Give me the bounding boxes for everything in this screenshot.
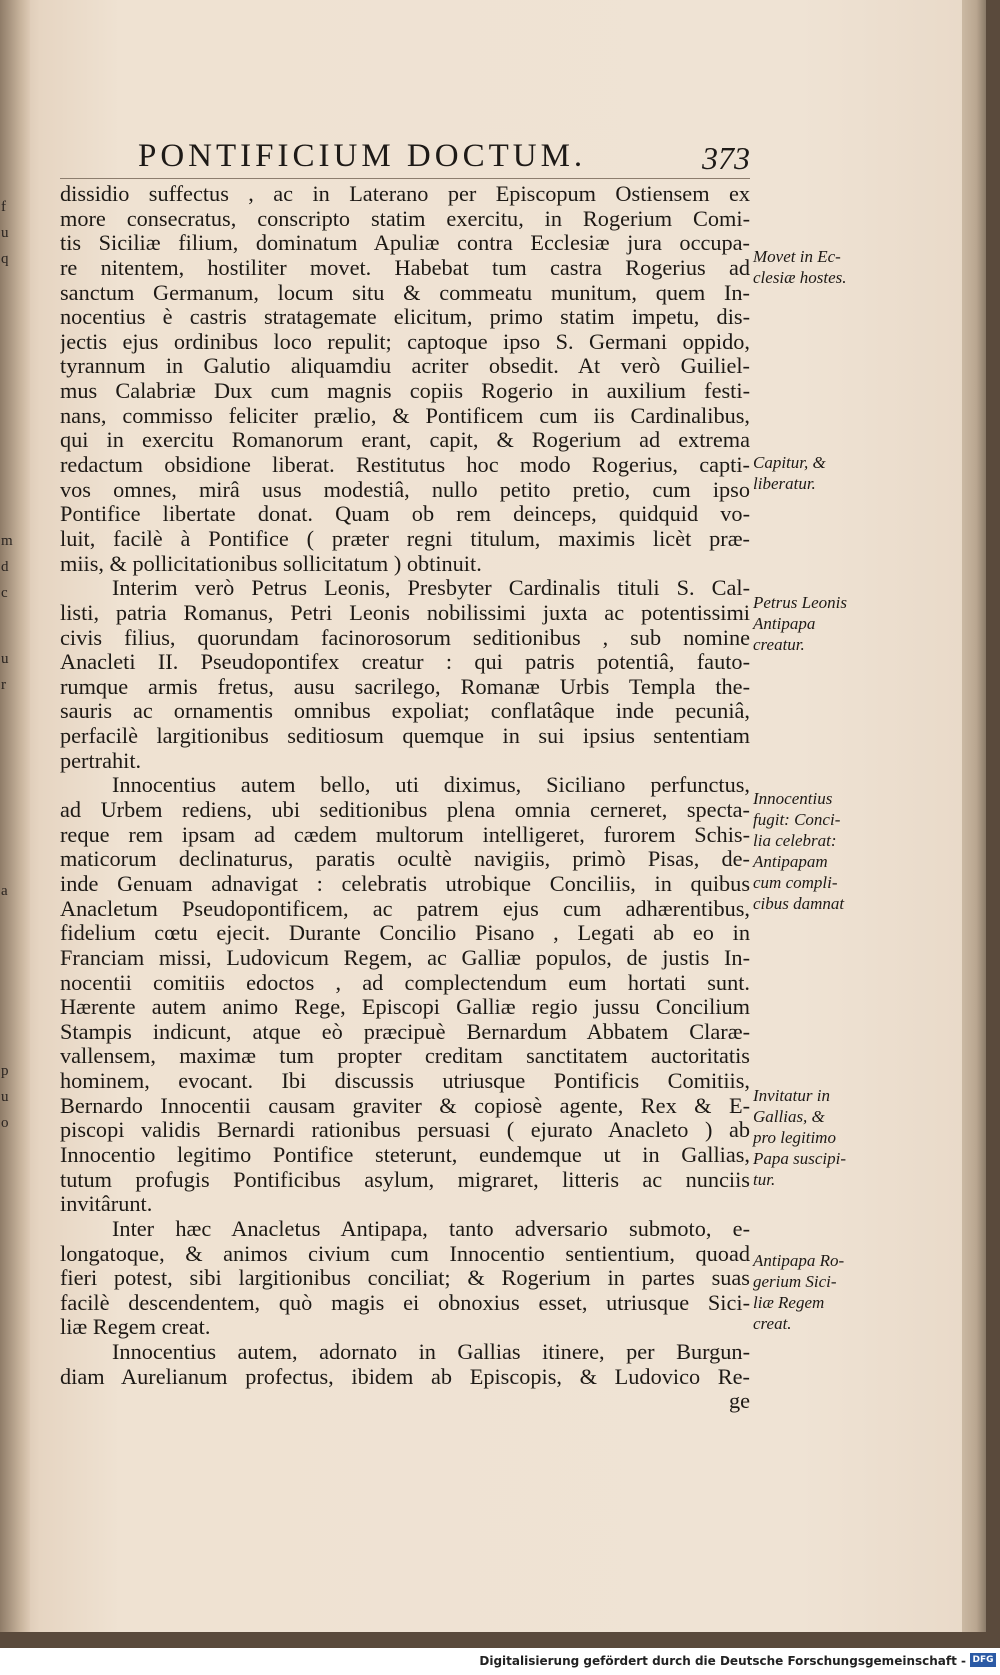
text-line: diam Aurelianum profectus, ibidem ab Episcopis, & Ludovico Re- <box>60 1364 750 1389</box>
text-line: tis Siciliæ filium, dominatum Apuliæ contra Ecclesiæ jura occupa- <box>60 231 750 256</box>
text-line: jectis ejus ordinibus loco repulit; captoque ipso S. Germani oppido, <box>60 329 750 354</box>
binding-gutter <box>0 0 30 1632</box>
text-line: dissidio suffectus , ac in Laterano per Episcopum Ostiensem ex <box>60 182 750 206</box>
gutter-fragment: c <box>1 585 8 601</box>
dfg-logo: DFG <box>970 1653 996 1667</box>
text-line: mus Calabriæ Dux cum magnis copiis Rogerio in auxilium festi- <box>60 379 750 404</box>
text-line: nans, commisso feliciter prælio, & Pontificem cum iis Cardinalibus, <box>60 403 750 428</box>
marginal-note-line: clesiæ hostes. <box>753 268 847 287</box>
text-line: fidelium cœtu ejecit. Durante Concilio Pisano , Legati ab eo in <box>60 921 750 946</box>
page-edge-stack <box>962 0 986 1632</box>
text-line: vos omnes, mirâ usus modestiâ, nullo petito pretio, cum ipso <box>60 477 750 502</box>
marginal-note-line: Papa suscipi- <box>753 1149 847 1168</box>
gutter-fragment: p <box>1 1063 9 1079</box>
text-line: maticorum declinaturus, paratis ocultè navigiis, primò Pisas, de- <box>60 847 750 872</box>
text-line: tyrannum in Galutio aliquamdiu acriter obsedit. At verò Guiliel- <box>60 354 750 379</box>
text-line: luit, facilè à Pontifice ( præter regni titulum, maximis licèt præ- <box>60 526 750 551</box>
gutter-fragment: q <box>1 251 9 267</box>
text-line: sauris ac ornamentis omnibus expoliat; conflatâque inde pecuniâ, <box>60 699 750 724</box>
text-line: Stampis indicunt, atque eò præcipuè Bernardum Abbatem Claræ- <box>60 1019 750 1044</box>
text-line: nocentius è castris stratagemate elicitum, primo statim impetu, dis- <box>60 305 750 330</box>
marginal-note-line: pro legitimo <box>753 1128 836 1147</box>
marginal-note <box>753 592 853 655</box>
text-line: listi, patria Romanus, Petri Leonis nobilissimi juxta ac potentissimi <box>60 600 750 625</box>
text-line: fieri potest, sibi largitionibus conciliat; & Rogerium in partes suas <box>60 1266 750 1291</box>
text-line: nocentii comitiis edoctos , ad complectendum eum hortati sunt. <box>60 970 750 995</box>
marginal-note-line: Antipapa <box>753 614 816 633</box>
text-line: sanctum Germanum, locum situ & commeatu munitum, quem In- <box>60 280 750 305</box>
gutter-fragment: f <box>1 199 6 215</box>
text-line: liæ Regem creat. <box>60 1315 211 1340</box>
text-line: Anacletum Pseudopontificem, ac patrem ejus cum adhærentibus, <box>60 896 750 921</box>
text-line: Franciam missi, Ludovicum Regem, ac Galliæ populos, de justis In- <box>60 945 750 970</box>
gutter-fragment: u <box>1 225 9 241</box>
marginal-note-line: Petrus Leonis <box>753 593 847 612</box>
text-line: rumque armis fretus, ausu sacrilego, Romanæ Urbis Templa the- <box>60 674 750 699</box>
text-line: Innocentio legitimo Pontifice steterunt, eundemque ut in Gallias, <box>60 1142 750 1167</box>
text-line: Anacleti II. Pseudopontifex creatur : qui patris potentiâ, fauto- <box>60 650 750 675</box>
text-line: Innocentius autem, adornato in Gallias itinere, per Burgun- <box>112 1340 750 1365</box>
catchword: ge <box>728 1389 750 1414</box>
text-line: ad Urbem rediens, ubi seditionibus plena omnia cerneret, specta- <box>60 798 750 823</box>
text-line: re nitentem, hostiliter movet. Habebat tum castra Rogerius ad <box>60 255 750 280</box>
marginal-note-line: Antipapa Ro- <box>753 1251 845 1270</box>
digitization-footer <box>0 1648 1000 1675</box>
gutter-fragment: m <box>1 533 13 549</box>
text-line: Interim verò Petrus Leonis, Presbyter Cardinalis tituli S. Cal- <box>112 576 750 601</box>
text-line: qui in exercitu Romanorum erant, capit, & Rogerium ad extrema <box>60 428 750 453</box>
marginal-note-line: Invitatur in <box>753 1086 830 1105</box>
text-line: Bernardo Innocentii causam graviter & copiosè agente, Rex & E- <box>60 1093 750 1118</box>
marginal-note-line: Innocentius <box>753 789 833 808</box>
marginal-note-line: Antipapam <box>753 852 828 871</box>
gutter-fragment: d <box>1 559 9 575</box>
marginal-note-line: lia celebrat: <box>753 831 837 850</box>
marginal-note <box>753 788 853 914</box>
funding-credit: Digitalisierung gefördert durch die Deutsche Forschungsgemeinschaft - <box>479 1654 966 1668</box>
text-line: Innocentius autem bello, uti diximus, Siciliano perfunctus, <box>112 773 750 798</box>
marginal-note-line: fugit: Conci- <box>753 810 841 829</box>
marginal-note-line: gerium Sici- <box>753 1272 837 1291</box>
text-line: Hærente autem animo Rege, Episcopi Galliæ regio jussu Concilium <box>60 995 750 1020</box>
marginal-note-line: Movet in Ec- <box>753 247 841 266</box>
marginal-note-line: cum compli- <box>753 873 838 892</box>
marginal-note <box>753 1085 853 1190</box>
running-head-title: PONTIFICIUM DOCTUM. <box>138 138 587 174</box>
marginal-note-line: creat. <box>753 1314 792 1333</box>
text-line: facilè descendentem, quò magis ei obnoxius esset, utriusque Sici- <box>60 1290 750 1315</box>
marginal-note-line: liæ Regem <box>753 1293 825 1312</box>
text-line: vallensem, maximæ tum propter creditam sanctitatem auctoritatis <box>60 1044 750 1069</box>
gutter-fragment: a <box>1 883 8 899</box>
main-text-column <box>60 182 750 1414</box>
text-line: miis, & pollicitationibus sollicitatum ) obtinuit. <box>60 551 482 576</box>
gutter-fragment: r <box>1 677 6 693</box>
gutter-fragment: u <box>1 1089 9 1105</box>
text-line: inde Genuam adnavigat : celebratis utrobique Conciliis, in quibus <box>60 871 750 896</box>
text-line: Inter hæc Anacletus Antipapa, tanto adversario submoto, e- <box>112 1216 750 1241</box>
page-number: 373 <box>702 140 750 176</box>
text-line: reque rem ipsam ad cædem multorum intelligeret, furorem Schis- <box>60 822 750 847</box>
marginal-note-line: cibus damnat <box>753 894 845 913</box>
text-line: redactum obsidione liberat. Restitutus hoc modo Rogerius, capti- <box>60 453 750 478</box>
marginal-note-line: tur. <box>753 1170 776 1189</box>
marginal-note <box>753 246 853 288</box>
marginal-note-line: liberatur. <box>753 474 816 493</box>
text-line: invitârunt. <box>60 1192 153 1217</box>
text-line: tutum profugis Pontificibus asylum, migraret, litteris ac nunciis <box>60 1167 750 1192</box>
text-line: perfacilè largitionibus seditiosum quemque in sui ipsius sententiam <box>60 724 750 749</box>
text-line: hominem, evocant. Ibi discussis utriusque Pontificis Comitiis, <box>60 1069 750 1094</box>
text-line: pertrahit. <box>60 748 142 773</box>
marginal-note-line: Capitur, & <box>753 453 826 472</box>
marginal-note <box>753 452 853 494</box>
header-rule <box>60 178 750 179</box>
marginal-note <box>753 1250 853 1334</box>
gutter-fragment: u <box>1 651 9 667</box>
text-line: piscopi validis Bernardi rationibus persuasi ( ejurato Anacleto ) ab <box>60 1118 750 1143</box>
running-head <box>138 138 750 174</box>
text-line: civis filius, quorundam facinorosorum seditionibus , sub nomine <box>60 625 750 650</box>
marginal-note-line: Gallias, & <box>753 1107 825 1126</box>
text-line: Pontifice libertate donat. Quam ob rem deinceps, quidquid vo- <box>60 502 750 527</box>
text-line: more consecratus, conscripto statim exercitu, in Rogerium Comi- <box>60 206 750 231</box>
marginal-note-line: creatur. <box>753 635 805 654</box>
gutter-fragment: o <box>1 1115 9 1131</box>
text-line: longatoque, & animos civium cum Innocentio sentientium, quoad <box>60 1241 750 1266</box>
